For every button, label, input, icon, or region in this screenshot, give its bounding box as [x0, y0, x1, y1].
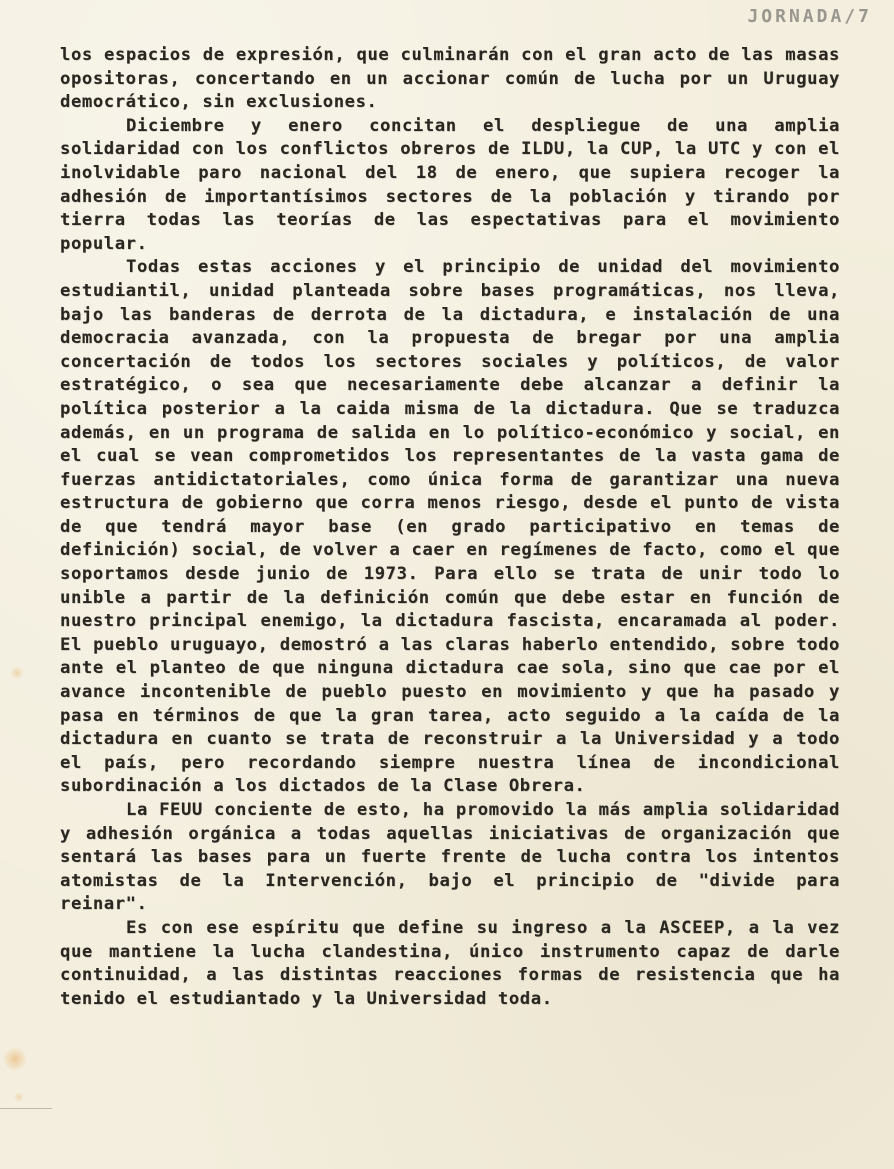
paragraph-asceep: Es con ese espíritu que define su ingreso a la ASCEEP, a la vez que mantiene la lucha clandestina, único instrumento capaz de darle continuidad, a las distintas reacciones formas de resistencia que ha tenido el estudiantado y la Universidad toda. [60, 917, 840, 1009]
paragraph-feuu: La FEUU conciente de esto, ha promovido la más amplia solidaridad y adhesión orgánica a todas aquellas iniciativas de organización que sentará las bases para un fuerte frente de lucha contra los intentos atomistas de la Intervención, bajo el principio de "divide para reinar". [60, 800, 840, 915]
typewritten-text [60, 44, 840, 1011]
paper-stain [14, 1092, 24, 1102]
paragraph-solidarity: Diciembre y enero concitan el despliegue de una amplia solidaridad con los conflictos obreros de ILDU, la CUP, la UTC y con el inolvidable paro nacional del 18 de enero, que supiera recoger la adhesión de importantísimos sectores de la población y tirando por tierra todas las teorías de las espectativas para el movimiento popular. [60, 115, 840, 254]
margin-mark [0, 1108, 52, 1109]
paper-stain [4, 1046, 26, 1072]
page-label: JORNADA/7 [747, 6, 872, 27]
paragraph-continuation: los espacios de expresión, que culminarán con el gran acto de las masas opositoras, concertando en un accionar común de lucha por un Uruguay democrático, sin exclusiones. [60, 45, 840, 113]
paragraph-unity: Todas estas acciones y el principio de unidad del movimiento estudiantil, unidad planteada sobre bases programáticas, nos lleva, bajo las banderas de derrota de la dictadura, e instalación de una democracia avanzada, con la propuesta de bregar por una amplia concertación de todos los sectores sociales y políticos, de valor estratégico, o sea que necesariamente debe alcanzar a definir la política posterior a la caida misma de la dictadura. Que se traduzca además, en un programa de salida en lo político-económico y social, en el cual se vean comprometidos los representantes de la vasta gama de fuerzas antidictatoriales, como única forma de garantizar una nueva estructura de gobierno que corra menos riesgo, desde el punto de vista de que tendrá mayor base (en grado participativo en temas de definición) social, de volver a caer en regímenes de facto, como el que soportamos desde junio de 1973. Para ello se trata de unir todo lo unible a partir de la definición común que debe estar en función de nuestro principal enemigo, la dictadura fascista, encaramada al poder. El pueblo uruguayo, demostró a las claras haberlo entendido, sobre todo ante el planteo de que ninguna dictadura cae sola, sino que cae por el avance incontenible de pueblo puesto en movimiento y que ha pasado y pasa en términos de que la gran tarea, acto seguido a la caída de la dictadura en cuanto se trata de reconstruir a la Universidad y a todo el país, pero recordando siempre nuestra línea de incondicional subordinación a los dictados de la Clase Obrera. [60, 257, 840, 797]
paper-stain [10, 666, 24, 680]
